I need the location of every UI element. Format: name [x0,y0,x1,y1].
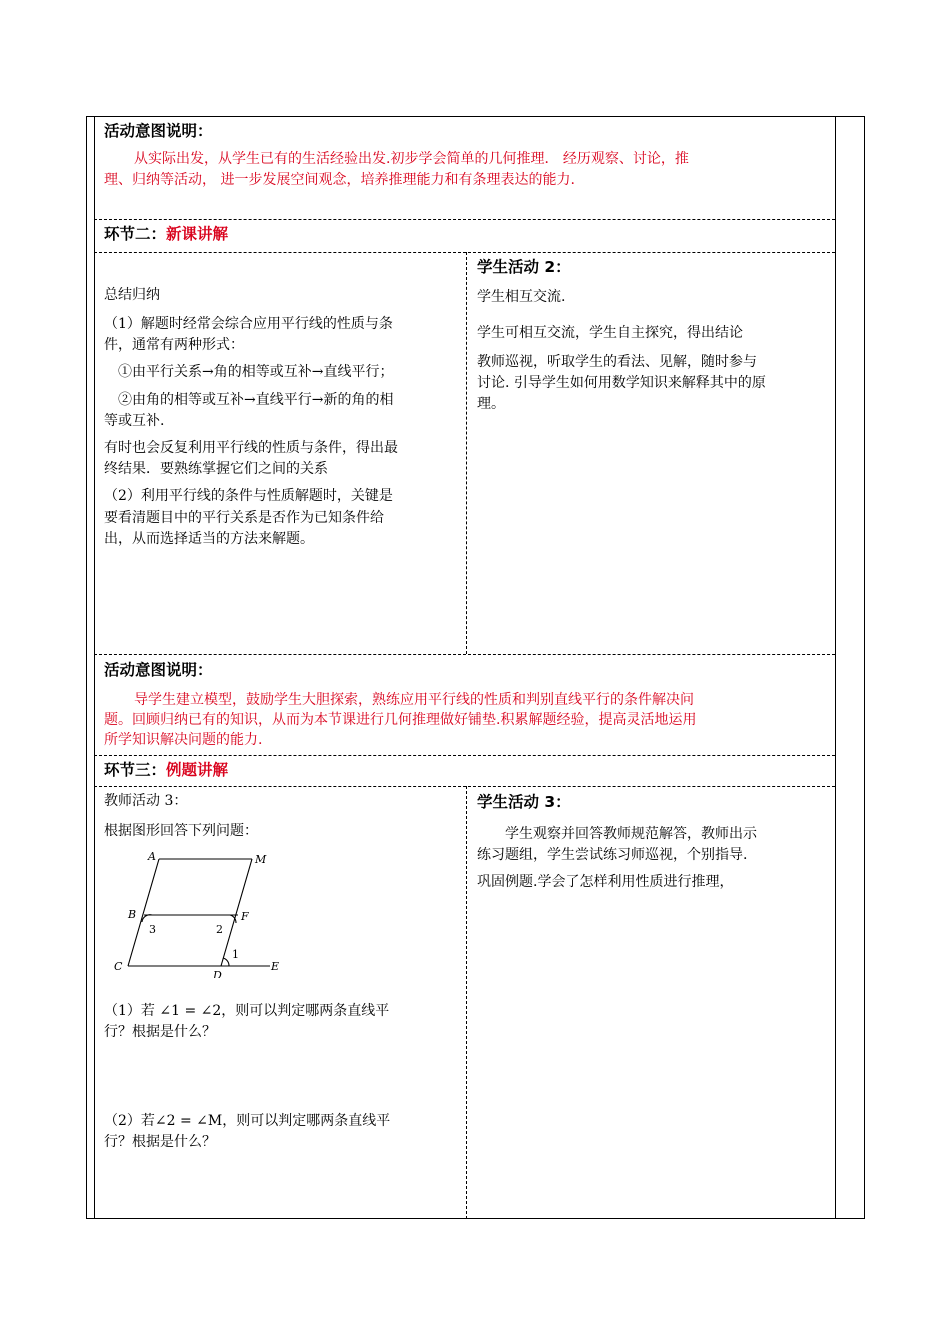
section4-title-prefix: 环节三： [104,761,167,779]
teacher-activity-3-prompt: 根据图形回答下列问题： [104,823,258,839]
label-E: E [271,960,280,973]
angle-label-3: 3 [149,923,156,936]
right-border [835,116,836,1219]
question-2-line2: 行？根据是什么？ [104,1134,216,1150]
student-activity-2-line3: 教师巡视，听取学生的看法、见解，随时参与 [477,354,757,370]
student-activity-2-title: 学生活动 2： [477,258,571,276]
summary-line3: 件，通常有两种形式： [104,337,244,353]
summary-line2: （1）解题时经常会综合应用平行线的性质与条 [104,316,393,332]
divider-1 [94,219,835,220]
section4-title [104,759,228,781]
teacher-activity-3-title: 教师活动 3： [104,793,188,809]
student-activity-2-line1: 学生相互交流. [477,289,566,305]
label-C: C [114,960,123,973]
label-A: A [148,850,156,863]
summary-line6: 等或互补. [104,413,165,429]
section2-title-red: 新课讲解 [166,225,229,243]
question-1-line2: 行？根据是什么？ [104,1024,216,1040]
student-activity-2-line4: 讨论. 引导学生如何用数学知识来解释其中的原 [477,375,766,391]
student-activity-3-line2: 练习题组，学生尝试练习师巡视，个别指导. [477,847,748,863]
section2-title [104,223,228,245]
angle-label-1: 1 [232,948,239,961]
summary-line10: 要看清题目中的平行关系是否作为已知条件给 [104,510,384,526]
divider-5 [94,786,835,787]
question-1-line1: （1）若 ∠1 = ∠2，则可以判定哪两条直线平 [104,1003,390,1019]
student-activity-3-title: 学生活动 3： [477,793,571,811]
column-divider-1 [466,252,467,654]
summary-heading: 总结归纳 [104,287,160,303]
question-2-line1: （2）若∠2 = ∠M，则可以判定哪两条直线平 [104,1113,391,1129]
angle-label-2: 2 [216,923,223,936]
section2-title-prefix: 环节二： [104,225,167,243]
student-activity-3-line3: 巩固例题.学会了怎样利用性质进行推理， [477,874,734,890]
divider-2 [94,252,835,253]
angle-3-arc [142,915,152,922]
section3-line3: 所学知识解决问题的能力. [104,732,263,748]
summary-line11: 出，从而选择适当的方法来解题。 [104,531,314,547]
left-border [94,116,95,1219]
section3-line2: 题。回顾归纳已有的知识，从而为本节课进行几何推理做好铺垫.积累解题经验，提高灵活地运用 [104,712,697,728]
label-F: F [241,910,249,923]
section1-line2: 理、归纳等活动， 进一步发展空间观念，培养推理能力和有条理表达的能力. [104,172,575,188]
student-activity-3-line1: 学生观察并回答教师规范解答，教师出示 [505,826,757,842]
section1-title: 活动意图说明： [104,122,213,140]
label-M: M [255,853,267,866]
label-D: D [213,969,222,978]
summary-line9: （2）利用平行线的条件与性质解题时，关键是 [104,488,393,504]
summary-line4: ①由平行关系→角的相等或互补→直线平行； [118,364,394,380]
summary-line7: 有时也会反复利用平行线的性质与条件，得出最 [104,440,398,456]
angle-1-arc [223,958,229,966]
section3-title: 活动意图说明： [104,661,213,679]
student-activity-2-line5: 理。 [477,396,505,412]
divider-3 [94,654,835,655]
column-divider-2 [466,786,467,1219]
summary-line8: 终结果．要熟练掌握它们之间的关系 [104,461,328,477]
section3-line1: 导学生建立模型，鼓励学生大胆探索，熟练应用平行线的性质和判别直线平行的条件解决问 [134,692,694,708]
divider-4 [94,755,835,756]
student-activity-2-line2: 学生可相互交流，学生自主探究，得出结论 [477,325,743,341]
section4-title-red: 例题讲解 [166,761,229,779]
geometry-figure [104,848,304,978]
section1-line1: 从实际出发，从学生已有的生活经验出发.初步学会简单的几何推理． 经历观察、讨论，推 [134,151,689,167]
summary-line5: ②由角的相等或互补→直线平行→新的角的相 [118,392,394,408]
label-B: B [128,908,137,921]
